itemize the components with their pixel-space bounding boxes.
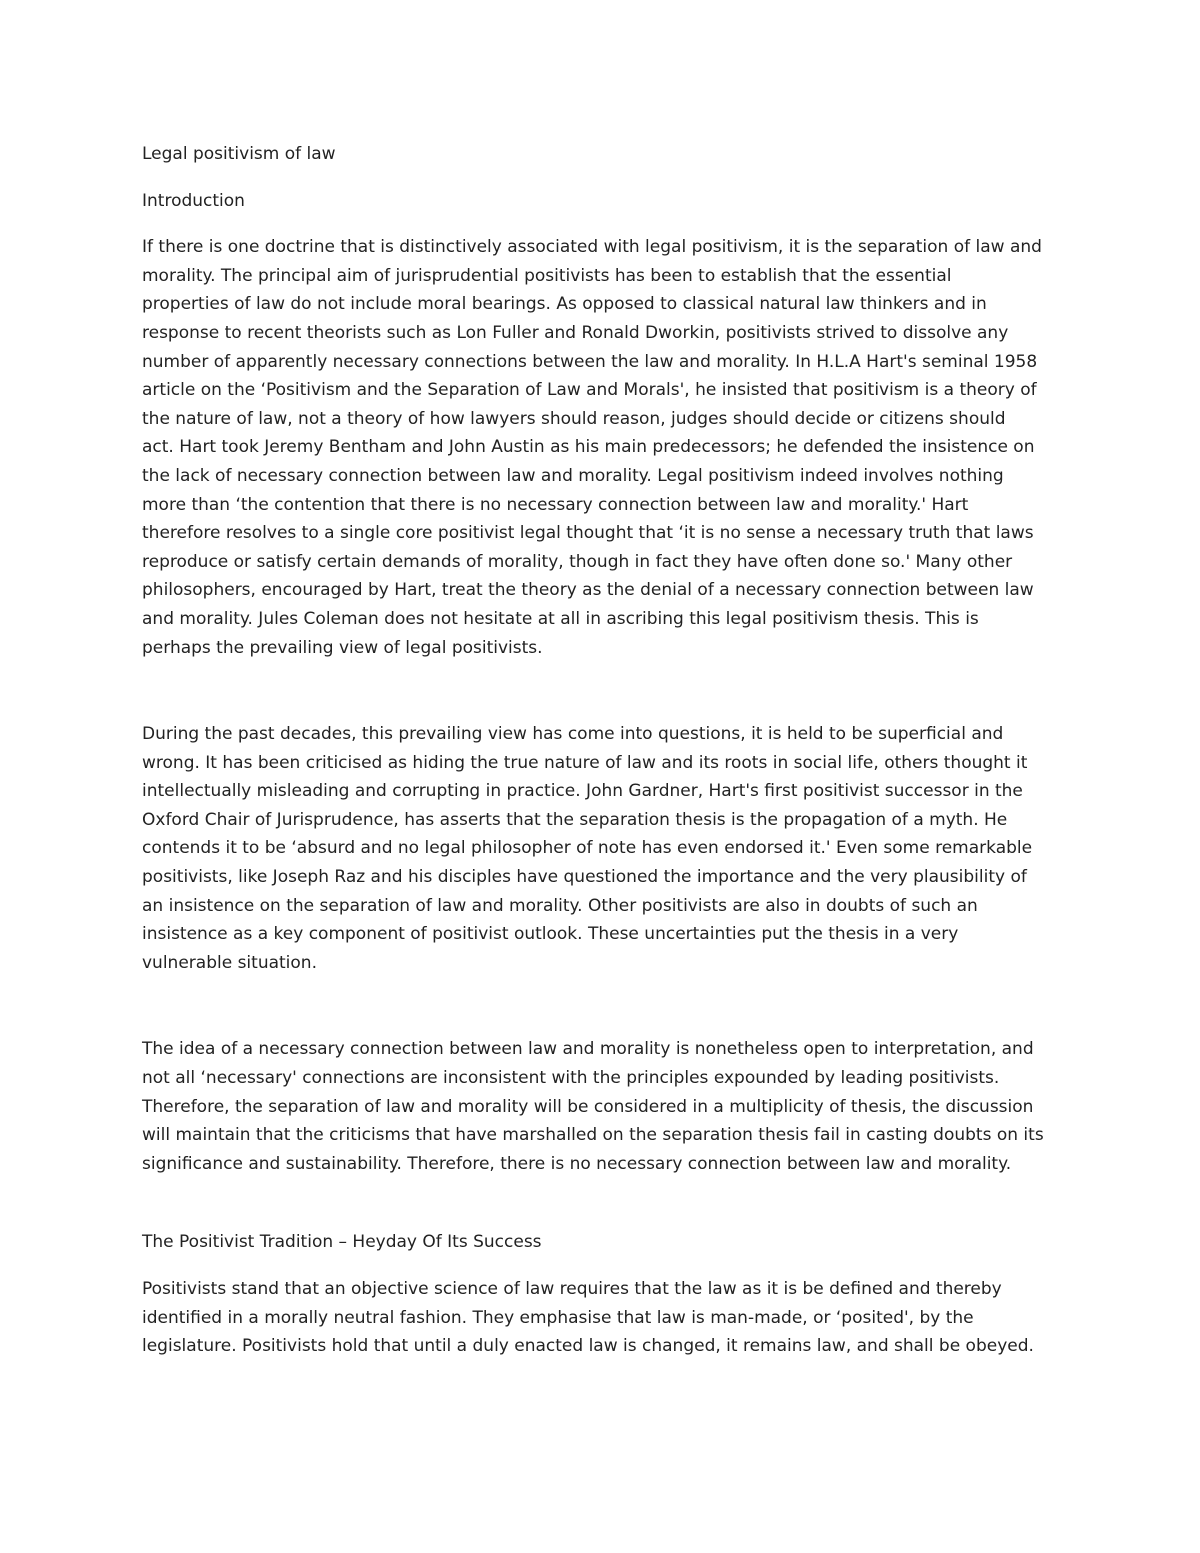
intro-heading: Introduction — [142, 190, 245, 211]
text-line: wrong. It has been criticised as hiding the true nature of law and its roots in social life, others thought it — [142, 752, 1028, 773]
paragraph-spacer — [142, 977, 1062, 1035]
paragraph-spacer — [142, 1178, 1062, 1228]
text-line: not all ‘necessary' connections are inconsistent with the principles expounded by leading positivists. — [142, 1068, 1000, 1089]
text-line: insistence as a key component of positivist outlook. These uncertainties put the thesis in a very — [142, 924, 959, 945]
text-line: Positivists stand that an objective science of law requires that the law as it is be defined and thereby — [142, 1279, 1002, 1299]
paragraph-3 — [142, 1035, 1062, 1178]
paragraph-1 — [142, 233, 1062, 662]
text-line: If there is one doctrine that is distinctively associated with legal positivism, it is the separation of law and — [142, 237, 1042, 258]
text-line: philosophers, encouraged by Hart, treat the theory as the denial of a necessary connection between law — [142, 580, 1034, 601]
text-line: Therefore, the separation of law and morality will be considered in a multiplicity of thesis, the discussion — [142, 1096, 1034, 1117]
text-line: contends it to be ‘absurd and no legal philosopher of note has even endorsed it.' Even some remarkable — [142, 838, 1033, 859]
text-line: therefore resolves to a single core positivist legal thought that ‘it is no sense a necessary truth that laws — [142, 523, 1034, 544]
text-line: intellectually misleading and corrupting in practice. John Gardner, Hart's first positivist successor in the — [142, 781, 1023, 802]
text-line: article on the ‘Positivism and the Separation of Law and Morals', he insisted that positivism is a theory of — [142, 380, 1037, 401]
text-line: identified in a morally neutral fashion. They emphasise that law is man-made, or ‘posited', by the — [142, 1307, 974, 1328]
text-line: response to recent theorists such as Lon Fuller and Ronald Dworkin, positivists strived to dissolve any — [142, 322, 1009, 343]
text-line: positivists, like Joseph Raz and his disciples have questioned the importance and the very plausibility of — [142, 867, 1027, 888]
document-page — [142, 140, 1062, 1361]
text-line: act. Hart took Jeremy Bentham and John Austin as his main predecessors; he defended the insistence on — [142, 437, 1035, 458]
text-line: Oxford Chair of Jurisprudence, has asserts that the separation thesis is the propagation of a myth. He — [142, 809, 1008, 830]
text-line: more than ‘the contention that there is no necessary connection between law and morality.' Hart — [142, 494, 969, 515]
text-line: significance and sustainability. Therefore, there is no necessary connection between law and morality. — [142, 1153, 1012, 1174]
text-line: the nature of law, not a theory of how lawyers should reason, judges should decide or citizens should — [142, 408, 1006, 429]
text-line: reproduce or satisfy certain demands of morality, though in fact they have often done so.' Many other — [142, 551, 1013, 572]
paragraph-2 — [142, 720, 1062, 977]
paragraph-4 — [142, 1275, 1062, 1361]
text-line: vulnerable situation. — [142, 952, 317, 973]
document-title: Legal positivism of law — [142, 144, 336, 164]
text-line: The idea of a necessary connection between law and morality is nonetheless open to interpretation, and — [142, 1039, 1034, 1060]
text-line: During the past decades, this prevailing view has come into questions, it is held to be superficial and — [142, 724, 1004, 745]
text-line: morality. The principal aim of jurisprudential positivists has been to establish that the essential — [142, 265, 952, 286]
text-line: properties of law do not include moral bearings. As opposed to classical natural law thinkers and in — [142, 294, 987, 315]
section-heading: The Positivist Tradition – Heyday Of Its Success — [142, 1232, 542, 1253]
text-line: and morality. Jules Coleman does not hesitate at all in ascribing this legal positivism thesis. This is — [142, 608, 979, 629]
paragraph-spacer — [142, 662, 1062, 720]
text-line: legislature. Positivists hold that until a duly enacted law is changed, it remains law, and shall be obeyed. — [142, 1336, 1034, 1357]
text-line: an insistence on the separation of law and morality. Other positivists are also in doubts of such an — [142, 895, 978, 916]
text-line: number of apparently necessary connections between the law and morality. In H.L.A Hart's seminal 1958 — [142, 351, 1038, 372]
text-line: perhaps the prevailing view of legal positivists. — [142, 637, 543, 658]
text-line: the lack of necessary connection between law and morality. Legal positivism indeed involves nothing — [142, 465, 1004, 486]
text-line: will maintain that the criticisms that have marshalled on the separation thesis fail in casting doubts on its — [142, 1125, 1044, 1146]
